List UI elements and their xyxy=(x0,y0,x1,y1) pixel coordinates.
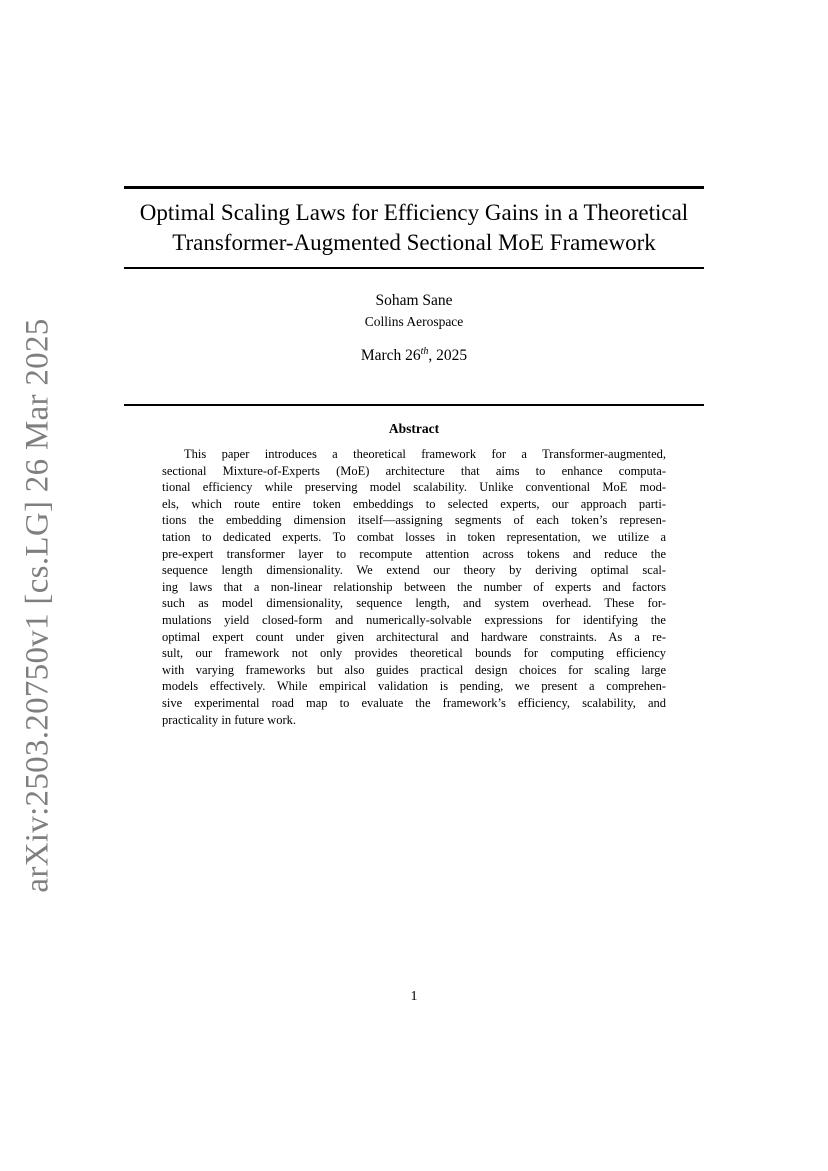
abstract-body xyxy=(162,446,666,728)
abstract-line: pre-expert transformer layer to recompute attention across tokens and reduce the xyxy=(162,546,666,561)
date-prefix: March 26 xyxy=(360,347,421,364)
abstract-top-rule xyxy=(124,404,704,406)
abstract-line: sive experimental road map to evaluate the framework’s efficiency, scalability, and xyxy=(162,695,666,710)
arxiv-identifier-stamp xyxy=(14,317,62,893)
arxiv-identifier-text: arXiv:2503.20750v1 [cs.LG] 26 Mar 2025 xyxy=(19,317,56,893)
title-top-rule xyxy=(124,186,704,189)
abstract-line: optimal expert count under given architectural and hardware constraints. As a re- xyxy=(162,629,666,644)
paper-title-line-2: Transformer-Augmented Sectional MoE Framework xyxy=(172,230,656,255)
abstract-line: practicality in future work. xyxy=(162,712,296,727)
author-name: Soham Sane xyxy=(375,292,453,309)
abstract-line: els, which route entire token embeddings to selected experts, our approach parti- xyxy=(162,496,666,511)
abstract-line: sectional Mixture-of-Experts (MoE) architecture that aims to enhance computa- xyxy=(162,463,666,478)
abstract-line: mulations yield closed-form and numerically-solvable expressions for identifying the xyxy=(162,612,666,627)
title-bottom-rule xyxy=(124,267,704,269)
date-suffix: , 2025 xyxy=(428,347,468,364)
abstract-line: sult, our framework not only provides theoretical bounds for computing efficiency xyxy=(162,646,666,661)
abstract-line: sequence length dimensionality. We extend our theory by deriving optimal scal- xyxy=(162,563,666,578)
abstract-line: tional efficiency while preserving model scalability. Unlike conventional MoE mod- xyxy=(162,480,666,495)
abstract-line: tation to dedicated experts. To combat losses in token representation, we utilize a xyxy=(162,529,666,544)
page-number: 1 xyxy=(410,989,418,1004)
paper-title xyxy=(124,198,704,258)
author-affiliation: Collins Aerospace xyxy=(364,314,464,329)
abstract-line: ing laws that a non-linear relationship between the number of experts and factors xyxy=(162,579,666,594)
abstract-line: This paper introduces a theoretical framework for a Transformer-augmented, xyxy=(184,447,666,461)
abstract-line: such as model dimensionality, sequence length, and system overhead. These for- xyxy=(162,596,666,611)
abstract-line: tions the embedding dimension itself—assigning segments of each token’s represen- xyxy=(162,513,666,528)
date-superscript: th xyxy=(420,346,429,357)
abstract-line: with varying frameworks but also guides practical design choices for scaling large xyxy=(162,662,666,677)
publication-date xyxy=(124,346,704,366)
abstract-line: models effectively. While empirical validation is pending, we present a comprehen- xyxy=(162,679,666,694)
abstract-heading: Abstract xyxy=(388,421,440,436)
paper-title-line-1: Optimal Scaling Laws for Efficiency Gains in a Theoretical xyxy=(139,200,689,225)
